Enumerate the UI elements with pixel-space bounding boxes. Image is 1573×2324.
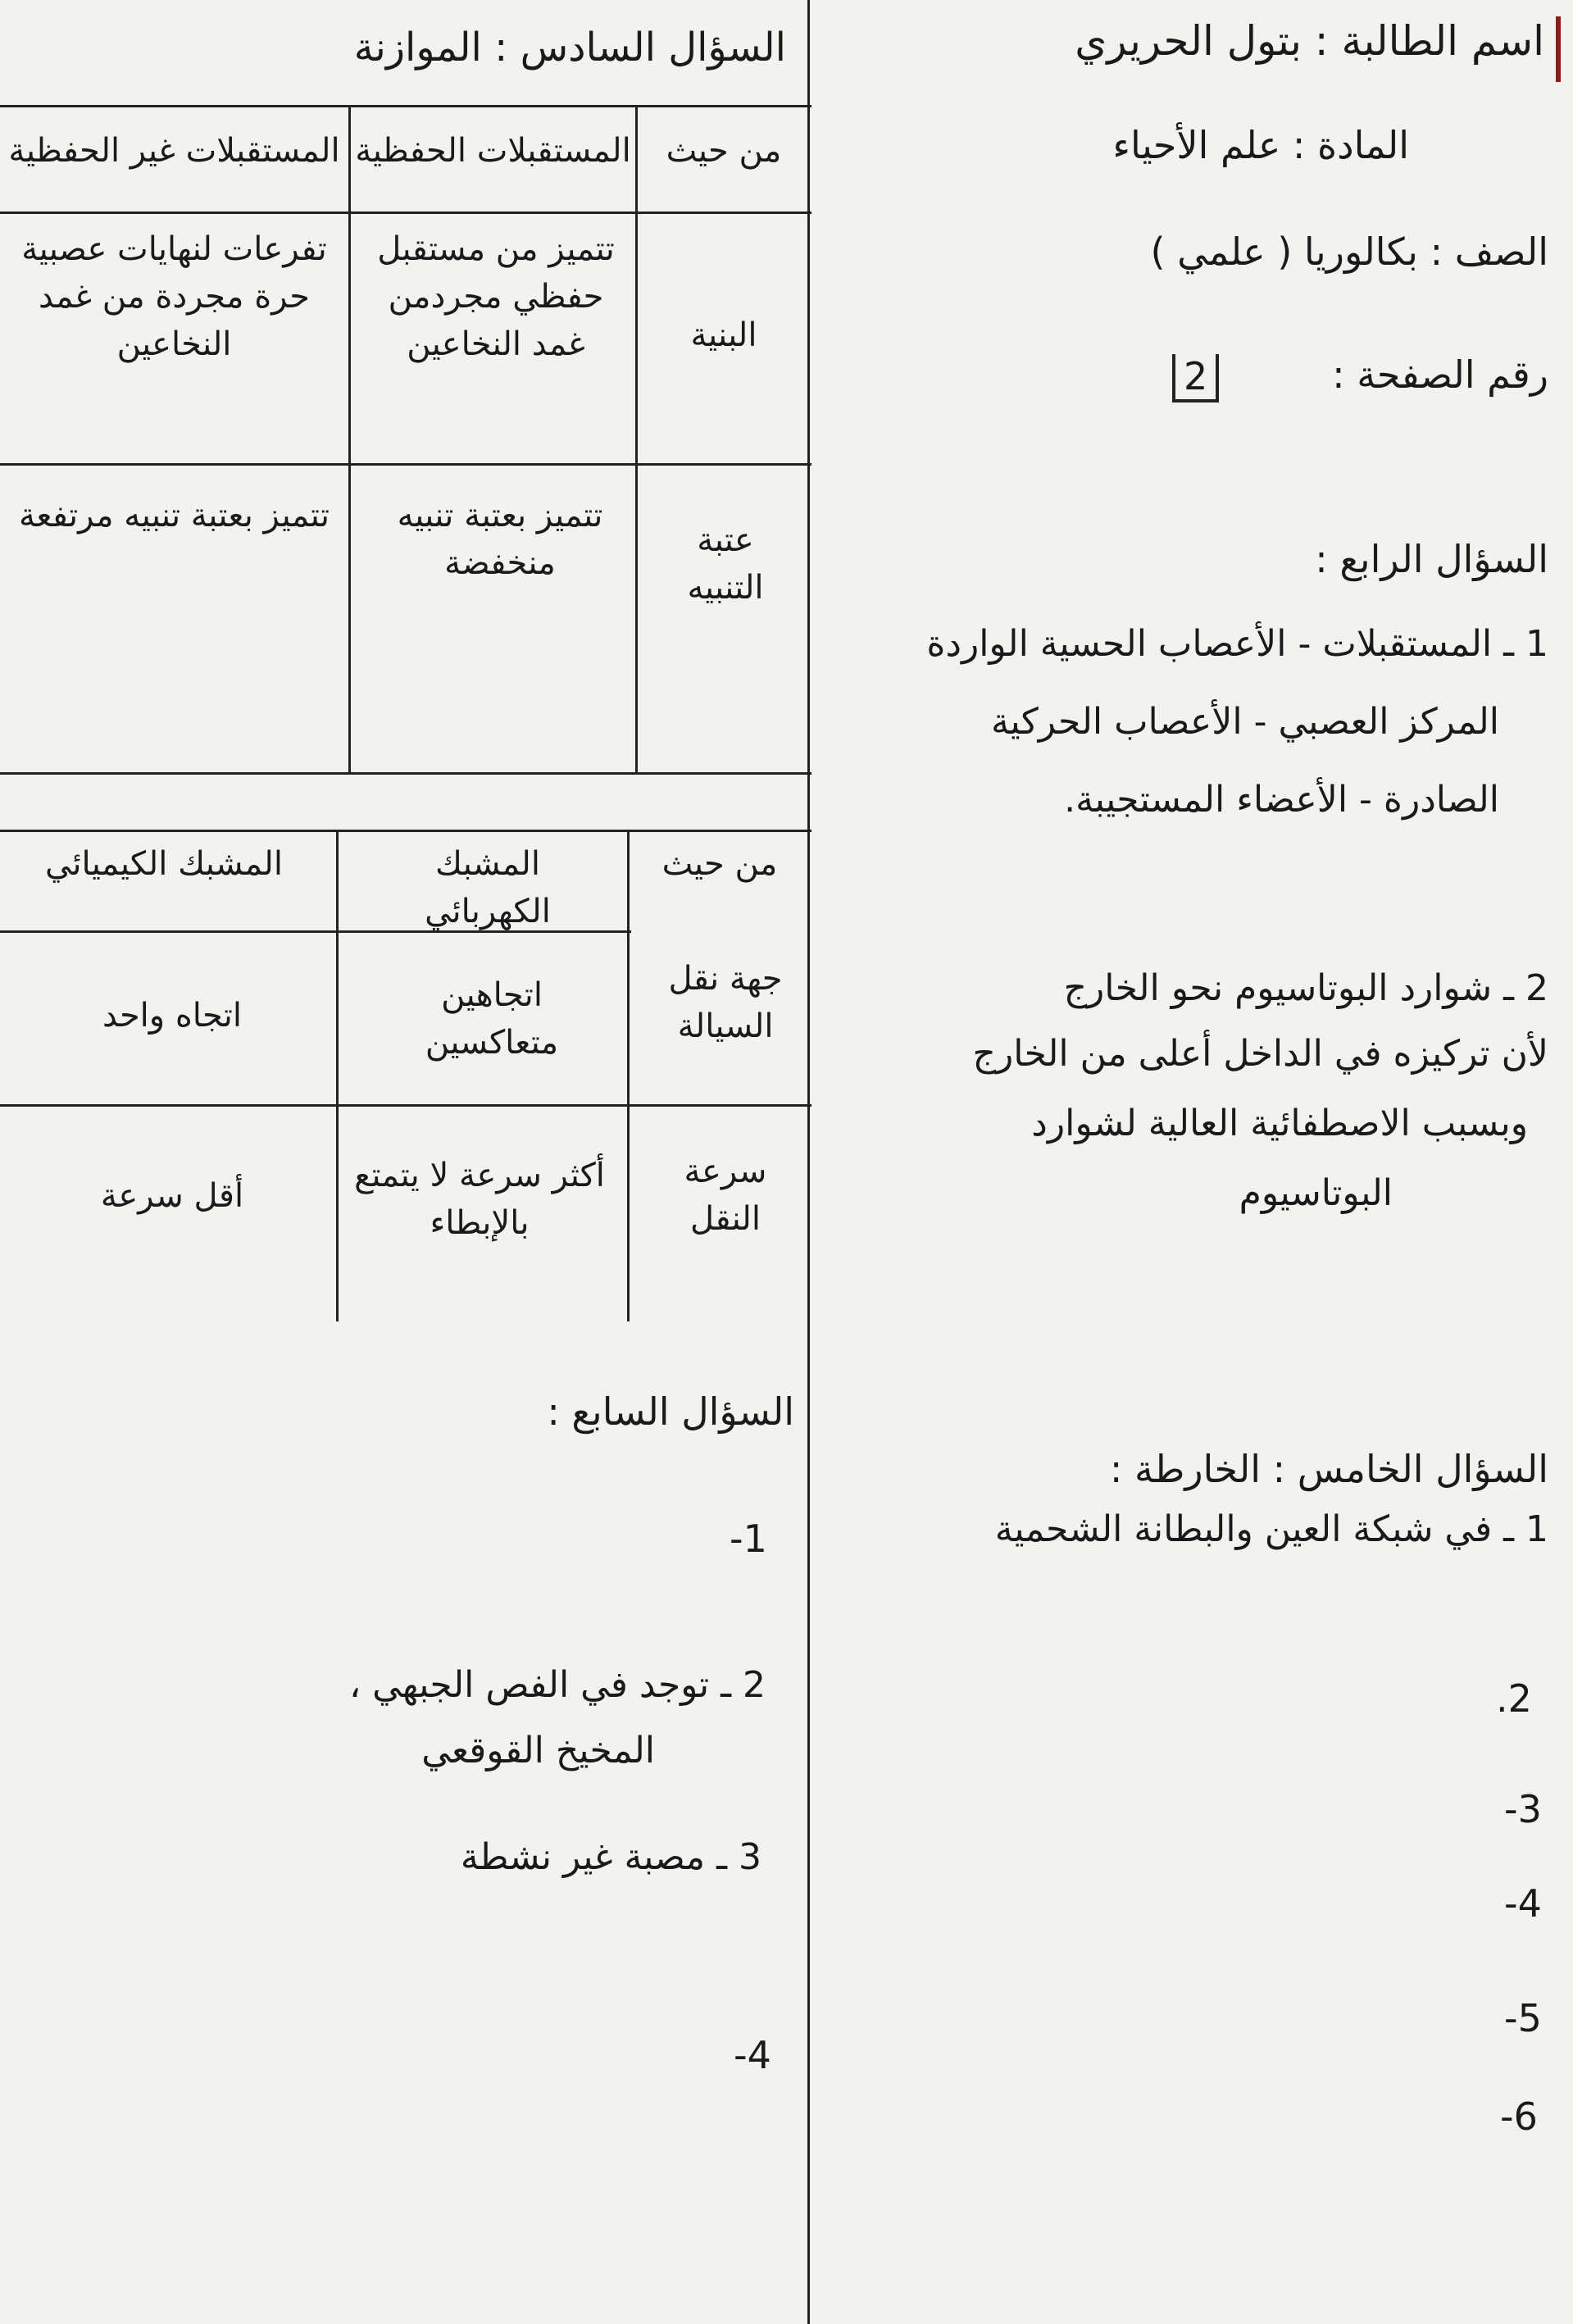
q4-title: السؤال الرابع : <box>1315 537 1548 581</box>
t1-header-free: المستقبلات غير الحفظية <box>8 132 340 170</box>
q5-item-6: -6 <box>1500 2094 1538 2139</box>
q5-title: السؤال الخامس : الخارطة : <box>1109 1447 1548 1491</box>
q5-item-4: -4 <box>1504 1881 1542 1926</box>
t2-row2-electrical: أكثر سرعة لا يتمتع بالإبطاء <box>354 1157 605 1242</box>
t1-row1-aspect: البنية <box>690 316 757 354</box>
q5-item-5: -5 <box>1504 1996 1542 2040</box>
t2-header-chemical: المشبك الكيميائي <box>45 845 283 883</box>
q4-answer-1-line-2: المركز العصبي - الأعصاب الحركية <box>990 701 1499 743</box>
q6-title: السؤال السادس : الموازنة <box>353 25 786 70</box>
t1-header-encapsulated: المستقبلات الحفظية <box>355 132 631 170</box>
t2-row2-aspect: سرعة النقل <box>684 1153 767 1238</box>
t1-row1-free: تفرعات لنهايات عصبية حرة مجردة من غمد النخاعين <box>21 230 327 363</box>
q7-item-2-line-1: 2 ـ توجد في الفص الجبهي ، <box>348 1664 766 1706</box>
t2-row1-electrical: اتجاهين متعاكسين <box>425 976 559 1062</box>
q4-answer-2-line-2: لأن تركيزه في الداخل أعلى من الخارج <box>972 1033 1548 1075</box>
q4-answer-1-line-3: الصادرة - الأعضاء المستجيبة. <box>1064 779 1499 821</box>
q7-item-3: 3 ـ مصبة غير نشطة <box>460 1836 761 1878</box>
t2-header-electrical: المشبك الكهربائي <box>425 845 551 930</box>
page-number-label: رقم الصفحة : <box>1332 352 1548 397</box>
q4-answer-2-line-4: البوتاسيوم <box>1239 1172 1393 1214</box>
t2-row1-chemical: اتجاه واحد <box>102 997 243 1035</box>
q7-title: السؤال السابع : <box>547 1389 794 1434</box>
subject-line: المادة : علم الأحياء <box>1112 123 1409 167</box>
q4-answer-1-line-1: 1 ـ المستقبلات - الأعصاب الحسية الواردة <box>926 623 1548 665</box>
t2-header-aspect: من حيث <box>661 845 778 883</box>
q5-item-1: 1 ـ في شبكة العين والبطانة الشحمية <box>994 1508 1548 1550</box>
q4-answer-2-line-1: 2 ـ شوارد البوتاسيوم نحو الخارج <box>1063 967 1548 1009</box>
t2-row1-aspect: جهة نقل السيالة <box>668 960 783 1045</box>
q7-item-2-line-2: المخيخ القوقعي <box>421 1730 655 1771</box>
t1-row2-aspect: عتبة التنبيه <box>687 521 764 607</box>
margin-mark <box>1556 16 1561 82</box>
t1-row2-free: تتميز بعتبة تنبيه مرتفعة <box>18 497 330 534</box>
student-name: اسم الطالبة : بتول الحريري <box>1075 17 1544 65</box>
q5-item-3: -3 <box>1504 1787 1542 1831</box>
t2-row2-chemical: أقل سرعة <box>100 1177 244 1215</box>
t1-row2-encapsulated: تتميز بعتبة تنبيه منخفضة <box>397 497 603 582</box>
page-number: 2 <box>1172 354 1219 402</box>
q7-item-1: -1 <box>730 1517 767 1561</box>
q4-answer-2-line-3: وبسبب الاصطفائية العالية لشوارد <box>1031 1103 1528 1144</box>
t1-row1-encapsulated: تتميز من مستقبل حفظي مجردمن غمد النخاعين <box>377 230 615 363</box>
grade-line: الصف : بكالوريا ( علمي ) <box>1150 230 1548 274</box>
t1-header-aspect: من حيث <box>666 132 782 170</box>
q7-item-4: -4 <box>734 2033 771 2077</box>
q5-item-2: .2 <box>1496 1676 1532 1721</box>
